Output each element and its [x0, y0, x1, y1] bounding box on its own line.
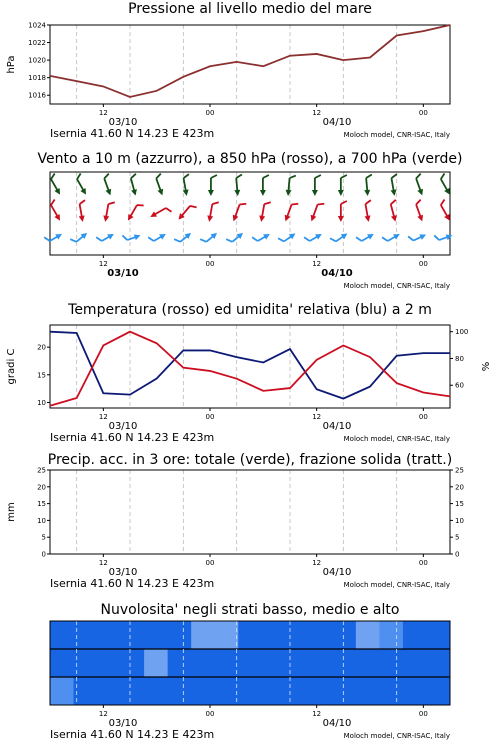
wind-arrow	[309, 201, 325, 224]
wind-barb	[290, 175, 296, 179]
wind-arrow	[73, 173, 91, 196]
wind-head	[393, 231, 401, 239]
wind-head	[417, 215, 425, 223]
x-tick-label: 00	[418, 260, 428, 268]
date-label: 03/10	[108, 718, 138, 729]
y-tick-label-left: 0	[41, 550, 46, 559]
y-tick-label-left: 15	[37, 371, 46, 380]
wind-head	[312, 190, 318, 196]
cloud-cell	[215, 677, 239, 705]
x-tick-label: 12	[98, 109, 108, 117]
wind-barb	[130, 174, 137, 178]
y-tick-label-right: 15	[455, 500, 464, 509]
wind-head	[159, 231, 167, 239]
wind-arrow	[382, 229, 401, 245]
cloud-cell	[191, 649, 215, 677]
date-label: 04/10	[322, 421, 352, 432]
pressure-line	[50, 25, 450, 97]
panel-frame	[50, 325, 450, 408]
wind-barb	[79, 200, 85, 204]
y-tick-label-right: 0	[455, 550, 460, 559]
wind-barb	[50, 199, 57, 205]
panel-title: Nuvolosita' negli strati basso, medio e alto	[100, 602, 400, 618]
wind-arrow	[412, 174, 428, 197]
wind-barb	[200, 237, 206, 244]
date-label: 04/10	[322, 117, 352, 128]
x-tick-label: 12	[312, 710, 322, 718]
wind-arrow	[100, 174, 116, 197]
cloud-cell	[74, 649, 98, 677]
wind-head	[79, 215, 86, 222]
cloud-cell	[262, 677, 286, 705]
wind-barb	[366, 175, 372, 179]
y-tick-label-right: 20	[455, 483, 464, 492]
wind-head	[260, 190, 266, 196]
y-tick-label-right: 60	[455, 381, 464, 390]
location-label: Isernia 41.60 N 14.23 E 423m	[50, 577, 215, 590]
wind-arrow	[125, 201, 143, 224]
cloud-cell	[426, 677, 450, 705]
wind-head	[417, 189, 425, 197]
wind-head	[125, 214, 133, 222]
wind-arrow	[70, 228, 89, 246]
credit-label: Moloch model, CNR-ISAC, Italy	[343, 282, 450, 290]
cloud-cell	[97, 649, 121, 677]
cloud-cell	[74, 677, 98, 705]
wind-head	[283, 215, 291, 223]
credit-label: Moloch model, CNR-ISAC, Italy	[343, 581, 450, 589]
cloud-cell	[50, 621, 74, 649]
wind-arrow	[356, 229, 375, 245]
wind-barb	[439, 173, 446, 179]
cloud-cell	[168, 621, 192, 649]
cloud-cell	[238, 677, 262, 705]
cloud-cell	[238, 621, 262, 649]
panel-title: Pressione al livello medio del mare	[128, 1, 372, 17]
wind-arrow	[152, 174, 168, 197]
wind-arrow	[176, 202, 196, 224]
wind-arrow	[206, 201, 219, 223]
cloud-cell	[144, 621, 168, 649]
wind-arrow	[362, 200, 375, 222]
y-axis-label: hPa	[6, 55, 17, 74]
wind-barb	[318, 202, 325, 207]
date-label: 04/10	[322, 718, 352, 729]
wind-head	[106, 189, 114, 197]
cloud-cell	[97, 621, 121, 649]
wind-arrow	[387, 200, 401, 223]
x-tick-label: 00	[418, 710, 428, 718]
wind-arrow	[260, 175, 269, 196]
y-axis-label: mm	[6, 502, 17, 522]
wind-barb	[415, 200, 422, 205]
cloud-cell	[379, 621, 403, 649]
panel-frame	[50, 470, 450, 554]
date-label: 03/10	[107, 268, 139, 279]
location-label: Isernia 41.60 N 14.23 E 423m	[50, 728, 215, 741]
wind-head	[367, 231, 375, 239]
y-tick-label: 1020	[28, 56, 46, 65]
cloud-cell	[379, 677, 403, 705]
credit-label: Moloch model, CNR-ISAC, Italy	[343, 732, 450, 740]
y-axis-label-right: %	[481, 361, 492, 372]
cloud-cell	[168, 649, 192, 677]
wind-arrow	[76, 200, 89, 222]
cloud-cell	[191, 621, 215, 649]
wind-arrow	[200, 228, 219, 246]
y-tick-label-left: 20	[37, 343, 46, 352]
wind-barb	[212, 201, 218, 205]
x-tick-label: 00	[205, 559, 215, 567]
wind-head	[131, 189, 138, 196]
wind-arrow	[437, 199, 455, 222]
wind-barb	[174, 237, 180, 244]
wind-arrow	[285, 175, 296, 197]
wind-barb	[226, 237, 232, 244]
wind-head	[444, 214, 452, 222]
y-tick-label-left: 15	[37, 500, 46, 509]
cloud-cell	[191, 677, 215, 705]
wind-barb	[356, 236, 362, 243]
wind-arrow	[258, 201, 271, 223]
wind-head	[309, 215, 317, 223]
temperature-line	[50, 332, 450, 406]
x-tick-label: 12	[98, 260, 108, 268]
cloud-cell	[426, 621, 450, 649]
cloud-cell	[309, 621, 333, 649]
cloud-cell	[97, 677, 121, 705]
credit-label: Moloch model, CNR-ISAC, Italy	[343, 131, 450, 139]
credit-label: Moloch model, CNR-ISAC, Italy	[343, 435, 450, 443]
cloud-cell	[121, 677, 145, 705]
wind-barb	[148, 236, 154, 243]
date-label: 03/10	[108, 567, 138, 578]
y-tick-label-left: 25	[37, 466, 46, 475]
wind-barb	[183, 174, 189, 178]
wind-barb	[155, 174, 162, 179]
cloud-cell	[403, 621, 427, 649]
wind-arrow	[102, 201, 115, 223]
wind-arrow	[408, 229, 427, 244]
date-label: 04/10	[322, 567, 352, 578]
wind-arrow	[44, 229, 63, 245]
wind-barb	[240, 202, 247, 207]
wind-barb	[211, 175, 217, 178]
wind-arrow	[278, 228, 297, 245]
wind-barb	[365, 200, 371, 204]
cloud-cell	[121, 649, 145, 677]
wind-barb	[278, 237, 284, 244]
wind-barb	[330, 237, 336, 244]
wind-barb	[382, 236, 388, 243]
wind-arrow	[283, 201, 299, 224]
wind-barb	[304, 236, 310, 243]
x-tick-label: 12	[98, 559, 108, 567]
wind-head	[364, 190, 371, 197]
wind-head	[206, 215, 213, 222]
wind-barb	[415, 174, 422, 179]
cloud-cell	[309, 649, 333, 677]
x-tick-label: 12	[312, 559, 322, 567]
wind-barb	[341, 201, 347, 204]
wind-head	[134, 232, 142, 240]
y-tick-label: 1022	[28, 39, 46, 48]
wind-head	[263, 231, 271, 239]
x-tick-label: 00	[418, 559, 428, 567]
panel-title: Vento a 10 m (azzurro), a 850 hPa (rosso), a 700 hPa (verde)	[37, 151, 463, 167]
cloud-cell	[144, 677, 168, 705]
cloud-cell	[74, 621, 98, 649]
wind-head	[157, 189, 165, 197]
cloud-cell	[356, 621, 380, 649]
wind-head	[102, 215, 109, 222]
wind-arrow	[233, 175, 244, 197]
wind-arrow	[208, 175, 217, 196]
wind-arrow	[127, 174, 141, 197]
panel-title: Temperatura (rosso) ed umidita' relativa (blu) a 2 m	[68, 302, 432, 318]
x-tick-label: 00	[418, 109, 428, 117]
cloud-cell	[309, 677, 333, 705]
wind-head	[107, 231, 115, 239]
wind-barb	[96, 236, 102, 243]
wind-barb	[190, 204, 197, 210]
wind-head	[234, 190, 241, 197]
wind-head	[231, 215, 239, 223]
cloud-cell	[215, 649, 239, 677]
x-tick-label: 00	[205, 260, 215, 268]
wind-arrow	[96, 229, 115, 245]
wind-barb	[439, 199, 446, 205]
wind-arrow	[437, 173, 455, 196]
wind-barb	[103, 174, 110, 179]
cloud-cell	[356, 649, 380, 677]
wind-head	[315, 231, 323, 239]
y-tick-label: 1016	[28, 91, 46, 100]
cloud-cell	[238, 649, 262, 677]
wind-arrow	[148, 229, 167, 245]
cloud-cell	[426, 649, 450, 677]
wind-head	[391, 215, 398, 222]
y-tick-label: 1018	[28, 74, 46, 83]
cloud-cell	[285, 677, 309, 705]
wind-head	[54, 214, 62, 222]
wind-barb	[263, 175, 269, 178]
x-tick-label: 00	[205, 109, 215, 117]
cloud-cell	[332, 621, 356, 649]
x-tick-label: 00	[205, 710, 215, 718]
wind-barb	[137, 202, 144, 208]
wind-arrow	[304, 229, 323, 245]
y-tick-label-left: 5	[41, 533, 46, 542]
panel-frame	[50, 172, 450, 255]
panel-title: Precip. acc. in 3 ore: totale (verde), frazione solida (tratt.)	[47, 452, 453, 468]
wind-barb	[252, 236, 258, 243]
cloud-cell	[262, 621, 286, 649]
y-tick-label-right: 80	[455, 354, 464, 363]
wind-head	[54, 188, 62, 196]
cloud-cell	[332, 677, 356, 705]
y-tick-label-right: 5	[455, 533, 460, 542]
wind-barb	[108, 201, 114, 205]
wind-barb	[315, 175, 321, 178]
wind-head	[258, 215, 265, 222]
wind-head	[444, 188, 452, 196]
x-tick-label: 12	[312, 413, 322, 421]
x-tick-label: 00	[418, 413, 428, 421]
wind-arrow	[363, 175, 374, 197]
cloud-cell	[215, 621, 239, 649]
wind-barb	[44, 236, 50, 243]
wind-barb	[70, 237, 76, 244]
y-tick-label-left: 20	[37, 483, 46, 492]
date-label: 03/10	[108, 421, 138, 432]
wind-arrow	[388, 174, 401, 196]
cloud-cell	[403, 677, 427, 705]
y-tick-label-right: 100	[455, 328, 469, 337]
y-tick-label-right: 25	[455, 466, 464, 475]
wind-barb	[341, 175, 347, 178]
cloud-cell	[285, 649, 309, 677]
wind-arrow	[149, 204, 172, 222]
cloud-cell	[144, 649, 168, 677]
location-label: Isernia 41.60 N 14.23 E 423m	[50, 431, 215, 444]
wind-arrow	[312, 175, 321, 196]
cloud-cell	[356, 677, 380, 705]
wind-barb	[390, 200, 397, 204]
wind-arrow	[122, 230, 141, 244]
wind-head	[365, 215, 372, 222]
cloud-cell	[379, 649, 403, 677]
wind-head	[80, 188, 88, 196]
wind-barb	[391, 174, 397, 178]
x-tick-label: 12	[98, 413, 108, 421]
cloud-cell	[285, 621, 309, 649]
y-tick-label-left: 10	[37, 516, 46, 525]
cloud-cell	[121, 621, 145, 649]
wind-arrow	[338, 201, 347, 222]
y-axis-label-left: gradi C	[6, 348, 17, 385]
wind-barb	[50, 173, 57, 179]
wind-arrow	[231, 201, 247, 224]
cloud-cell	[403, 649, 427, 677]
cloud-cell	[50, 677, 74, 705]
x-tick-label: 12	[98, 710, 108, 718]
wind-arrow	[180, 174, 193, 196]
wind-head	[149, 211, 157, 219]
wind-barb	[434, 234, 439, 241]
wind-head	[208, 190, 214, 196]
wind-barb	[122, 234, 127, 241]
wind-arrow	[412, 200, 428, 223]
cloud-cell	[50, 649, 74, 677]
wind-barb	[264, 201, 270, 205]
y-tick-label-right: 10	[455, 516, 464, 525]
y-tick-label-left: 10	[37, 398, 46, 407]
cloud-cell	[168, 677, 192, 705]
wind-arrow	[252, 229, 271, 245]
cloud-cell	[332, 649, 356, 677]
x-tick-label: 12	[312, 260, 322, 268]
wind-arrow	[338, 175, 347, 196]
y-tick-label: 1024	[28, 21, 46, 30]
date-label: 03/10	[108, 117, 138, 128]
wind-barb	[166, 207, 172, 214]
x-tick-label: 00	[205, 413, 215, 421]
cloud-cell	[262, 649, 286, 677]
wind-barb	[292, 202, 299, 207]
location-label: Isernia 41.60 N 14.23 E 423m	[50, 127, 215, 140]
wind-arrow	[226, 228, 245, 246]
wind-head	[55, 231, 63, 239]
wind-head	[285, 190, 292, 197]
wind-arrow	[330, 228, 349, 245]
x-tick-label: 12	[312, 109, 322, 117]
wind-barb	[408, 235, 413, 242]
wind-head	[419, 232, 427, 240]
date-label: 04/10	[321, 268, 353, 279]
